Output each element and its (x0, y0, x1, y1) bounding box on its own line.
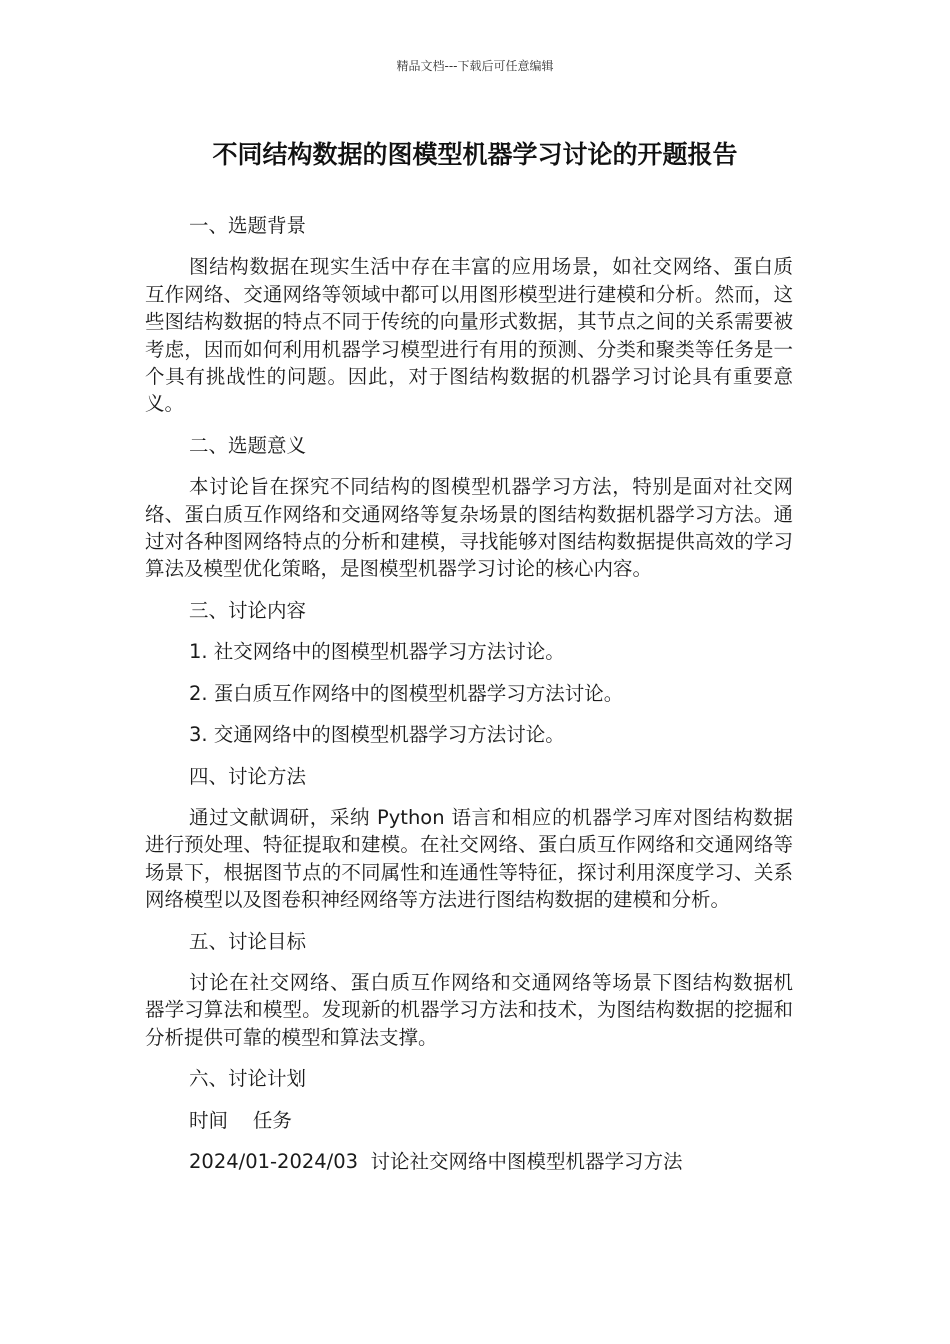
significance-paragraph: 本讨论旨在探究不同结构的图模型机器学习方法，特别是面对社交网络、蛋白质互作网络和交通网络等复杂场景的图结构数据机器学习方法。通过对各种图网络特点的分析和建模，寻找能够对图结构数据提供高效的学习算法及模型优化策略，是图模型机器学习讨论的核心内容。 (145, 475, 793, 581)
plan-header-time: 时间 (189, 1108, 229, 1132)
section-heading-background: 一、选题背景 (189, 214, 307, 237)
document-body (145, 212, 793, 1175)
content-item: 3. 交通网络中的图模型机器学习方法讨论。 (189, 723, 565, 747)
page-header: 精品文档---下载后可任意编辑 (396, 59, 554, 73)
section-heading-plan: 六、讨论计划 (189, 1067, 307, 1091)
plan-row (145, 1148, 793, 1175)
plan-row-task: 讨论社交网络中图模型机器学习方法 (370, 1149, 683, 1173)
method-paragraph: 通过文献调研，采纳 Python 语言和相应的机器学习库对图结构数据进行预处理、特征提取和建模。在社交网络、蛋白质互作网络和交通网络等场景下，根据图节点的不同属性和连通性等特征，探讨利用深度学习、关系网络模型以及图卷积神经网络等方法进行图结构数据的建模和分析。 (145, 805, 793, 912)
plan-row-time: 2024/01-2024/03 (189, 1149, 359, 1173)
section-heading-goal: 五、讨论目标 (189, 929, 307, 953)
section-heading-method: 四、讨论方法 (189, 764, 307, 788)
plan-header-row (145, 1107, 793, 1134)
background-paragraph: 图结构数据在现实生活中存在丰富的应用场景，如社交网络、蛋白质互作网络、交通网络等领域中都可以用图形模型进行建模和分析。然而，这些图结构数据的特点不同于传统的向量形式数据，其节点之间的关系需要被考虑，因而如何利用机器学习模型进行有用的预测、分类和聚类等任务是一个具有挑战性的问题。因此，对于图结构数据的机器学习讨论具有重要意义。 (145, 255, 793, 416)
section-heading-significance: 二、选题意义 (189, 433, 307, 457)
plan-header-task: 任务 (252, 1108, 292, 1132)
section-heading-content: 三、讨论内容 (189, 598, 307, 622)
content-item: 1. 社交网络中的图模型机器学习方法讨论。 (189, 640, 565, 664)
document-title: 不同结构数据的图模型机器学习讨论的开题报告 (212, 140, 738, 169)
goal-paragraph: 讨论在社交网络、蛋白质互作网络和交通网络等场景下图结构数据机器学习算法和模型。发现新的机器学习方法和技术，为图结构数据的挖掘和分析提供可靠的模型和算法支撑。 (145, 970, 793, 1049)
content-item: 2. 蛋白质互作网络中的图模型机器学习方法讨论。 (189, 681, 624, 705)
